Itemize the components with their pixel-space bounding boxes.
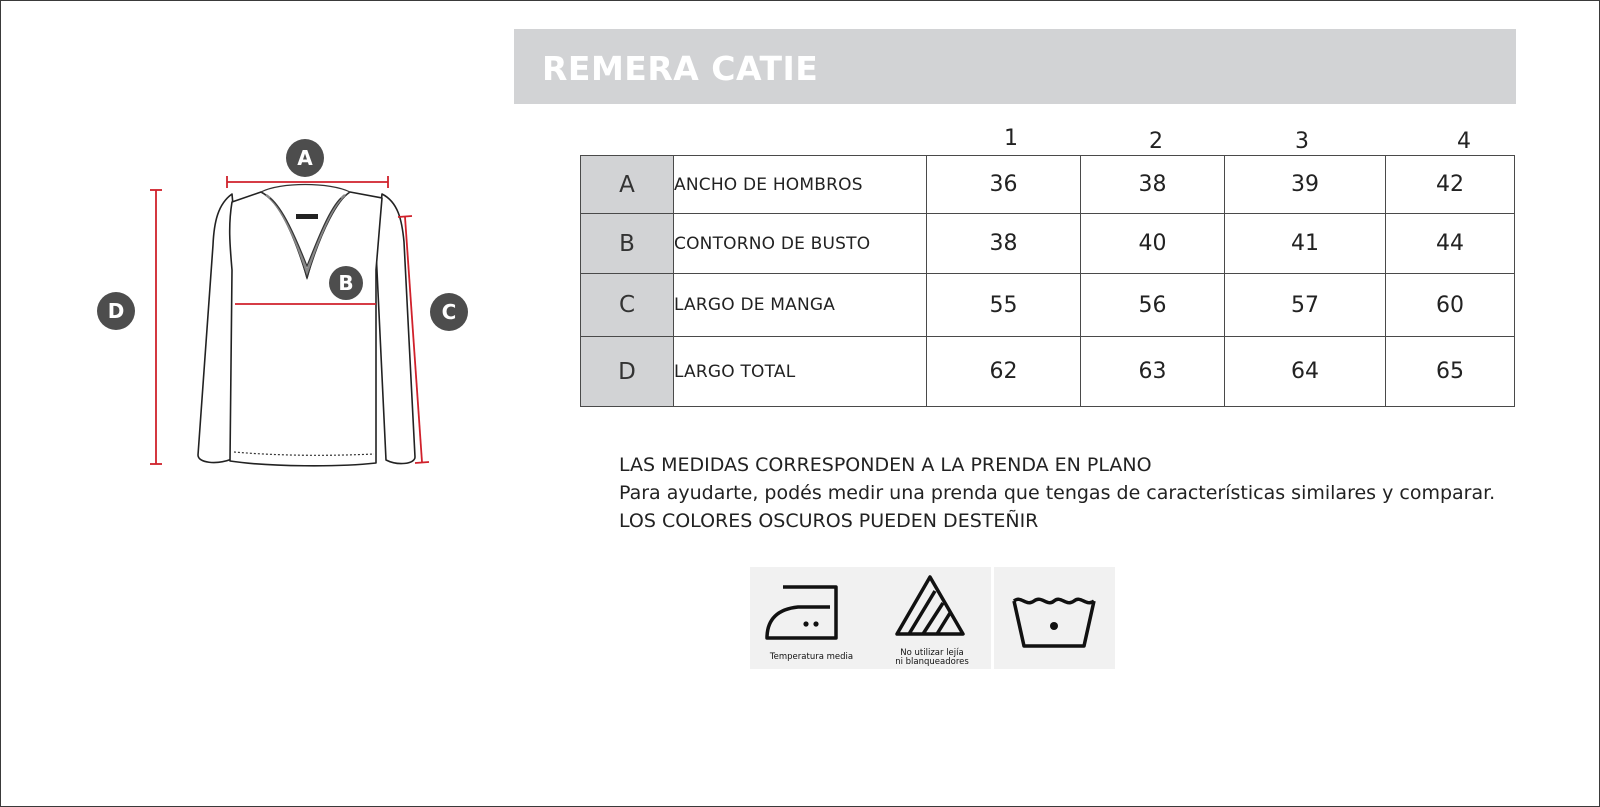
svg-text:D: D	[107, 299, 125, 323]
care-item-iron	[750, 567, 873, 669]
product-title: REMERA CATIE	[542, 49, 819, 88]
measurement-notes	[619, 451, 1495, 535]
row-letter: C	[581, 274, 674, 337]
table-cell: 38	[1081, 156, 1225, 214]
svg-text:C: C	[441, 300, 457, 324]
table-row	[581, 214, 1515, 274]
table-cell: 41	[1225, 214, 1386, 274]
title-bar	[514, 29, 1516, 104]
wash-tub-icon	[994, 567, 1115, 669]
care-item-bleach	[873, 567, 991, 669]
row-letter: D	[581, 337, 674, 407]
care-label-iron: Temperatura media	[769, 652, 854, 662]
table-row	[581, 274, 1515, 337]
table-cell: 42	[1386, 156, 1515, 214]
table-cell: 40	[1081, 214, 1225, 274]
care-instructions	[750, 567, 1115, 669]
table-cell: 36	[927, 156, 1081, 214]
table-row	[581, 156, 1515, 214]
shirt-body	[230, 192, 382, 466]
size-header-2: 2	[1149, 129, 1163, 154]
row-label: LARGO TOTAL	[674, 337, 927, 407]
svg-text:A: A	[297, 146, 313, 170]
size-table	[580, 155, 1515, 407]
table-cell: 44	[1386, 214, 1515, 274]
care-label-bleach: No utilizar lejía ni blanqueadores	[895, 648, 969, 667]
size-header-3: 3	[1295, 129, 1309, 154]
svg-text:B: B	[338, 271, 354, 295]
care-item-wash	[994, 567, 1115, 669]
table-cell: 62	[927, 337, 1081, 407]
table-cell: 39	[1225, 156, 1386, 214]
marker-a	[286, 139, 324, 177]
size-header-1: 1	[1004, 126, 1018, 151]
neckline-back	[261, 185, 350, 193]
note-line: LAS MEDIDAS CORRESPONDEN A LA PRENDA EN PLANO	[619, 454, 1152, 476]
marker-c	[430, 293, 468, 331]
brand-label	[296, 214, 318, 219]
row-label: ANCHO DE HOMBROS	[674, 156, 927, 214]
row-label: LARGO DE MANGA	[674, 274, 927, 337]
table-cell: 63	[1081, 337, 1225, 407]
row-label: CONTORNO DE BUSTO	[674, 214, 927, 274]
table-cell: 55	[927, 274, 1081, 337]
table-cell: 60	[1386, 274, 1515, 337]
note-line: LOS COLORES OSCUROS PUEDEN DESTEÑIR	[619, 510, 1039, 532]
row-letter: B	[581, 214, 674, 274]
table-cell: 64	[1225, 337, 1386, 407]
note-line: Para ayudarte, podés medir una prenda que tengas de características similares y comparar.	[619, 482, 1496, 504]
marker-d	[97, 292, 135, 330]
row-letter: A	[581, 156, 674, 214]
table-row	[581, 337, 1515, 407]
table-cell: 65	[1386, 337, 1515, 407]
marker-b	[329, 266, 363, 300]
table-cell: 38	[927, 214, 1081, 274]
table-cell: 56	[1081, 274, 1225, 337]
table-cell: 57	[1225, 274, 1386, 337]
size-header-4: 4	[1457, 129, 1471, 154]
right-sleeve	[376, 194, 415, 464]
garment-diagram	[80, 130, 500, 490]
